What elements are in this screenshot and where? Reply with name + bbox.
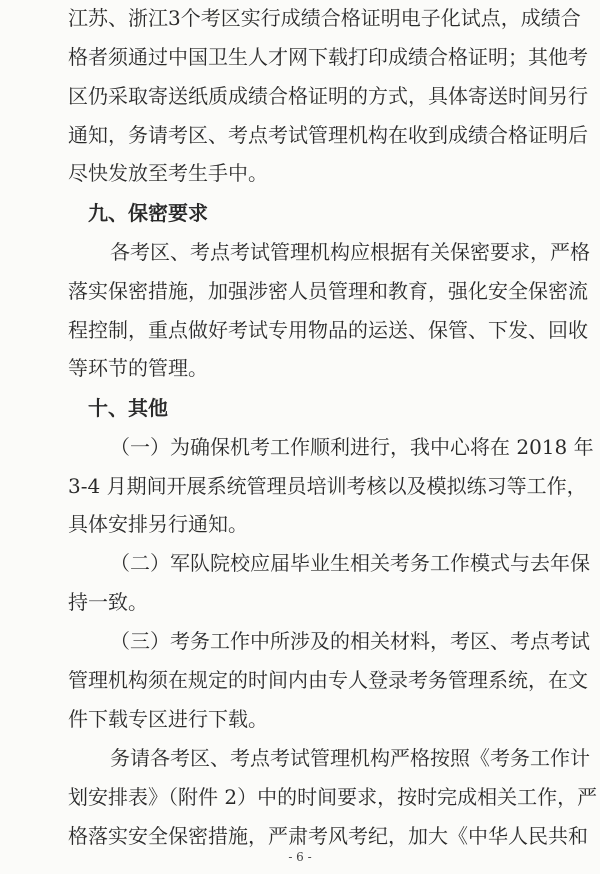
page-number: - 6 - [288,850,312,864]
paragraph-line: 各考区、考点考试管理机构应根据有关保密要求，严格 [110,240,590,264]
paragraph-line: 区仍采取寄送纸质成绩合格证明的方式，具体寄送时间另行 [68,84,588,108]
paragraph-line: （二）军队院校应届毕业生相关考务工作模式与去年保 [110,551,590,575]
paragraph-line: 江苏、浙江3个考区实行成绩合格证明电子化试点，成绩合 [68,6,581,30]
paragraph-line: 尽快发放至考生手中。 [68,161,268,185]
paragraph-line: 划安排表》（附件 2）中的时间要求，按时完成相关工作，严 [68,785,598,809]
paragraph-line: 落实保密措施，加强涉密人员管理和教育，强化安全保密流 [68,279,588,303]
paragraph-line: 通知，务请考区、考点考试管理机构在收到成绩合格证明后 [68,123,588,147]
paragraph-line: 具体安排另行通知。 [68,512,248,536]
paragraph-line: 3-4 月期间开展系统管理员培训考核以及模拟练习等工作， [68,474,587,498]
paragraph-line: 务请各考区、考点考试管理机构严格按照《考务工作计 [110,746,590,770]
paragraph-line: （三）考务工作中所涉及的相关材料，考区、考点考试 [110,629,590,653]
paragraph-line: 格落实安全保密措施，严肃考风考纪，加大《中华人民共和 [68,824,588,848]
section-heading-other: 十、其他 [88,396,168,420]
section-heading-confidentiality: 九、保密要求 [88,201,208,225]
paragraph-line: （一）为确保机考工作顺利进行，我中心将在 2018 年 [110,435,594,459]
paragraph-line: 等环节的管理。 [68,356,208,380]
paragraph-line: 格者须通过中国卫生人才网下载打印成绩合格证明；其他考 [68,45,588,69]
paragraph-line: 持一致。 [68,590,148,614]
paragraph-line: 程控制，重点做好考试专用物品的运送、保管、下发、回收 [68,318,588,342]
paragraph-line: 件下载专区进行下载。 [68,707,268,731]
paragraph-line: 管理机构须在规定的时间内由专人登录考务管理系统，在文 [68,668,588,692]
